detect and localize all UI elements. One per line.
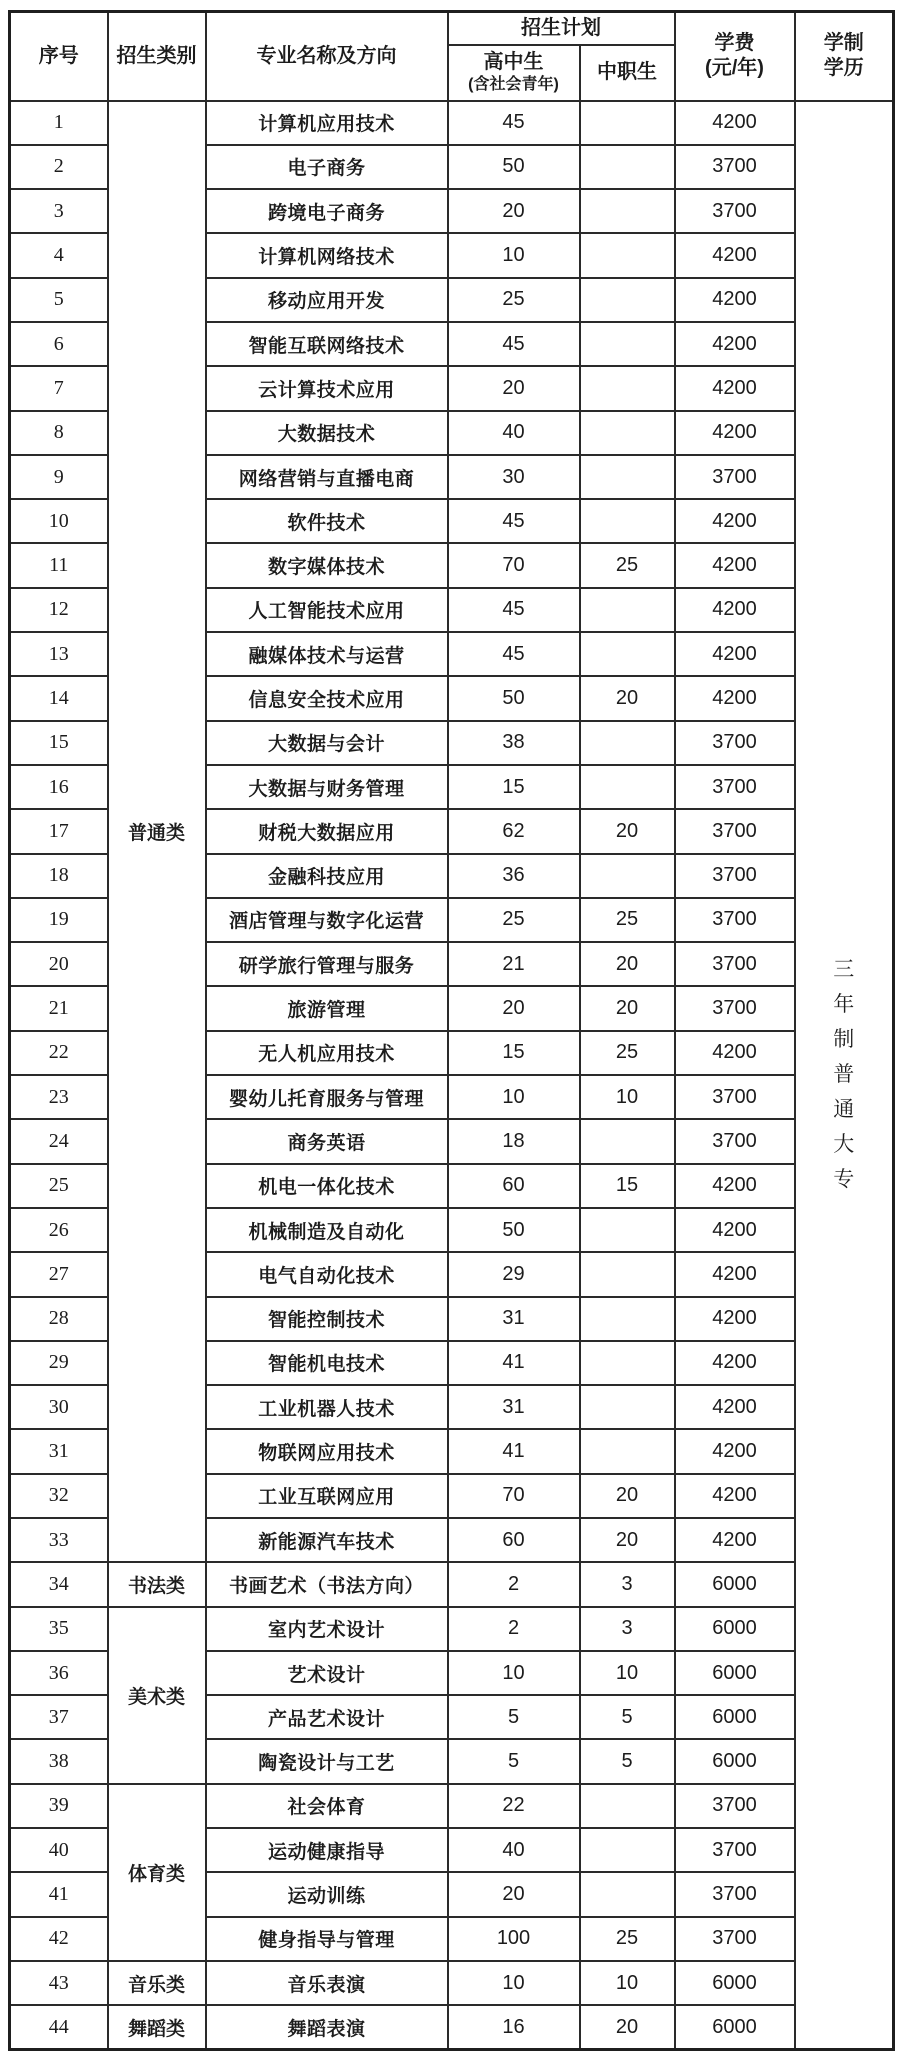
header-degree-line1: 学制 — [823, 32, 864, 55]
plan-vocational — [580, 145, 675, 189]
plan-highschool: 20 — [448, 189, 580, 233]
plan-vocational — [580, 588, 675, 632]
serial-number: 20 — [10, 942, 108, 986]
plan-vocational: 20 — [580, 2005, 675, 2049]
plan-highschool: 5 — [448, 1739, 580, 1783]
major-name: 健身指导与管理 — [206, 1917, 448, 1961]
plan-vocational — [580, 101, 675, 145]
plan-vocational: 20 — [580, 676, 675, 720]
tuition-fee: 4200 — [675, 366, 795, 410]
header-major-name: 专业名称及方向 — [206, 12, 448, 101]
enrollment-category: 美术类 — [108, 1607, 206, 1784]
major-name: 舞蹈表演 — [206, 2005, 448, 2049]
plan-vocational — [580, 233, 675, 277]
major-name: 电气自动化技术 — [206, 1252, 448, 1296]
plan-highschool: 45 — [448, 499, 580, 543]
plan-highschool: 21 — [448, 942, 580, 986]
serial-number: 28 — [10, 1297, 108, 1341]
plan-highschool: 60 — [448, 1518, 580, 1562]
major-name: 大数据与财务管理 — [206, 765, 448, 809]
major-name: 婴幼儿托育服务与管理 — [206, 1075, 448, 1119]
plan-highschool: 25 — [448, 898, 580, 942]
serial-number: 39 — [10, 1784, 108, 1828]
major-name: 人工智能技术应用 — [206, 588, 448, 632]
plan-vocational: 5 — [580, 1695, 675, 1739]
serial-number: 37 — [10, 1695, 108, 1739]
enrollment-category: 舞蹈类 — [108, 2005, 206, 2049]
header-degree — [795, 12, 894, 101]
tuition-fee: 3700 — [675, 986, 795, 1030]
plan-vocational: 10 — [580, 1075, 675, 1119]
serial-number: 22 — [10, 1031, 108, 1075]
plan-vocational: 20 — [580, 809, 675, 853]
plan-vocational — [580, 632, 675, 676]
tuition-fee: 4200 — [675, 1341, 795, 1385]
plan-vocational: 3 — [580, 1562, 675, 1606]
plan-highschool: 50 — [448, 145, 580, 189]
plan-vocational — [580, 455, 675, 499]
tuition-fee: 4200 — [675, 632, 795, 676]
plan-highschool: 45 — [448, 588, 580, 632]
table-row — [10, 1607, 894, 1651]
tuition-fee: 4200 — [675, 233, 795, 277]
major-name: 运动训练 — [206, 1872, 448, 1916]
plan-vocational: 10 — [580, 1961, 675, 2005]
major-name: 计算机网络技术 — [206, 233, 448, 277]
plan-vocational — [580, 189, 675, 233]
tuition-fee: 3700 — [675, 1828, 795, 1872]
plan-vocational: 20 — [580, 1474, 675, 1518]
serial-number: 18 — [10, 854, 108, 898]
plan-vocational — [580, 1208, 675, 1252]
tuition-fee: 4200 — [675, 543, 795, 587]
major-name: 研学旅行管理与服务 — [206, 942, 448, 986]
enrollment-category: 普通类 — [108, 101, 206, 1563]
plan-vocational — [580, 1119, 675, 1163]
serial-number: 25 — [10, 1164, 108, 1208]
tuition-fee: 4200 — [675, 1518, 795, 1562]
serial-number: 16 — [10, 765, 108, 809]
header-plan-highschool-line1: 高中生 — [483, 51, 544, 73]
plan-vocational: 15 — [580, 1164, 675, 1208]
serial-number: 8 — [10, 411, 108, 455]
tuition-fee: 6000 — [675, 1651, 795, 1695]
plan-vocational — [580, 1341, 675, 1385]
plan-highschool: 20 — [448, 986, 580, 1030]
major-name: 融媒体技术与运营 — [206, 632, 448, 676]
tuition-fee: 3700 — [675, 455, 795, 499]
major-name: 智能控制技术 — [206, 1297, 448, 1341]
plan-vocational — [580, 1784, 675, 1828]
serial-number: 14 — [10, 676, 108, 720]
serial-number: 41 — [10, 1872, 108, 1916]
tuition-fee: 4200 — [675, 411, 795, 455]
tuition-fee: 3700 — [675, 1917, 795, 1961]
tuition-fee: 4200 — [675, 278, 795, 322]
major-name: 运动健康指导 — [206, 1828, 448, 1872]
serial-number: 30 — [10, 1385, 108, 1429]
serial-number: 7 — [10, 366, 108, 410]
plan-highschool: 36 — [448, 854, 580, 898]
plan-highschool: 31 — [448, 1385, 580, 1429]
plan-vocational — [580, 411, 675, 455]
header-plan-highschool-line2: (含社会青年) — [468, 76, 559, 93]
major-name: 旅游管理 — [206, 986, 448, 1030]
serial-number: 19 — [10, 898, 108, 942]
major-name: 商务英语 — [206, 1119, 448, 1163]
plan-highschool: 30 — [448, 455, 580, 499]
serial-number: 10 — [10, 499, 108, 543]
tuition-fee: 4200 — [675, 1474, 795, 1518]
plan-highschool: 45 — [448, 322, 580, 366]
tuition-fee: 4200 — [675, 322, 795, 366]
enrollment-category: 音乐类 — [108, 1961, 206, 2005]
plan-highschool: 62 — [448, 809, 580, 853]
plan-vocational: 25 — [580, 1917, 675, 1961]
major-name: 跨境电子商务 — [206, 189, 448, 233]
tuition-fee: 4200 — [675, 1385, 795, 1429]
plan-highschool: 40 — [448, 1828, 580, 1872]
tuition-fee: 4200 — [675, 1031, 795, 1075]
serial-number: 36 — [10, 1651, 108, 1695]
plan-vocational: 20 — [580, 942, 675, 986]
major-name: 音乐表演 — [206, 1961, 448, 2005]
plan-vocational — [580, 1252, 675, 1296]
serial-number: 32 — [10, 1474, 108, 1518]
tuition-fee: 3700 — [675, 189, 795, 233]
plan-highschool: 22 — [448, 1784, 580, 1828]
serial-number: 31 — [10, 1429, 108, 1473]
plan-vocational: 5 — [580, 1739, 675, 1783]
plan-highschool: 10 — [448, 1075, 580, 1119]
tuition-fee: 6000 — [675, 2005, 795, 2049]
serial-number: 40 — [10, 1828, 108, 1872]
major-name: 信息安全技术应用 — [206, 676, 448, 720]
tuition-fee: 3700 — [675, 1872, 795, 1916]
serial-number: 26 — [10, 1208, 108, 1252]
serial-number: 3 — [10, 189, 108, 233]
plan-vocational: 10 — [580, 1651, 675, 1695]
plan-highschool: 18 — [448, 1119, 580, 1163]
major-name: 计算机应用技术 — [206, 101, 448, 145]
plan-vocational: 20 — [580, 986, 675, 1030]
plan-vocational: 3 — [580, 1607, 675, 1651]
tuition-fee: 4200 — [675, 1252, 795, 1296]
tuition-fee: 3700 — [675, 942, 795, 986]
major-name: 智能互联网络技术 — [206, 322, 448, 366]
plan-highschool: 16 — [448, 2005, 580, 2049]
table-row — [10, 1961, 894, 2005]
serial-number: 15 — [10, 721, 108, 765]
header-enrollment-plan: 招生计划 — [448, 12, 675, 45]
plan-highschool: 10 — [448, 233, 580, 277]
tuition-fee: 6000 — [675, 1739, 795, 1783]
admissions-plan-table — [8, 10, 895, 2051]
plan-vocational — [580, 278, 675, 322]
plan-highschool: 10 — [448, 1651, 580, 1695]
plan-highschool: 38 — [448, 721, 580, 765]
plan-highschool: 45 — [448, 101, 580, 145]
table-header — [10, 12, 894, 101]
tuition-fee: 4200 — [675, 1429, 795, 1473]
major-name: 移动应用开发 — [206, 278, 448, 322]
plan-vocational — [580, 499, 675, 543]
header-serial-number: 序号 — [10, 12, 108, 101]
header-enrollment-category: 招生类别 — [108, 12, 206, 101]
tuition-fee: 4200 — [675, 1208, 795, 1252]
tuition-fee: 3700 — [675, 721, 795, 765]
header-plan-vocational: 中职生 — [580, 45, 675, 101]
plan-vocational — [580, 1828, 675, 1872]
serial-number: 33 — [10, 1518, 108, 1562]
major-name: 艺术设计 — [206, 1651, 448, 1695]
tuition-fee: 4200 — [675, 1164, 795, 1208]
tuition-fee: 4200 — [675, 1297, 795, 1341]
plan-vocational — [580, 1872, 675, 1916]
serial-number: 9 — [10, 455, 108, 499]
plan-vocational — [580, 854, 675, 898]
plan-highschool: 2 — [448, 1562, 580, 1606]
plan-vocational — [580, 765, 675, 809]
tuition-fee: 3700 — [675, 1075, 795, 1119]
tuition-fee: 3700 — [675, 854, 795, 898]
tuition-fee: 4200 — [675, 499, 795, 543]
major-name: 机电一体化技术 — [206, 1164, 448, 1208]
plan-highschool: 40 — [448, 411, 580, 455]
serial-number: 38 — [10, 1739, 108, 1783]
serial-number: 4 — [10, 233, 108, 277]
plan-highschool: 70 — [448, 1474, 580, 1518]
plan-vocational — [580, 366, 675, 410]
plan-vocational: 20 — [580, 1518, 675, 1562]
serial-number: 34 — [10, 1562, 108, 1606]
tuition-fee: 3700 — [675, 1119, 795, 1163]
major-name: 大数据技术 — [206, 411, 448, 455]
plan-highschool: 20 — [448, 1872, 580, 1916]
serial-number: 24 — [10, 1119, 108, 1163]
tuition-fee: 6000 — [675, 1607, 795, 1651]
plan-highschool: 15 — [448, 1031, 580, 1075]
plan-vocational: 25 — [580, 898, 675, 942]
major-name: 工业互联网应用 — [206, 1474, 448, 1518]
tuition-fee: 6000 — [675, 1695, 795, 1739]
serial-number: 6 — [10, 322, 108, 366]
serial-number: 2 — [10, 145, 108, 189]
plan-highschool: 15 — [448, 765, 580, 809]
plan-vocational — [580, 1429, 675, 1473]
serial-number: 1 — [10, 101, 108, 145]
serial-number: 35 — [10, 1607, 108, 1651]
header-tuition — [675, 12, 795, 101]
serial-number: 43 — [10, 1961, 108, 2005]
major-name: 书画艺术（书法方向） — [206, 1562, 448, 1606]
plan-highschool: 20 — [448, 366, 580, 410]
plan-highschool: 31 — [448, 1297, 580, 1341]
serial-number: 21 — [10, 986, 108, 1030]
plan-vocational — [580, 322, 675, 366]
serial-number: 44 — [10, 2005, 108, 2049]
plan-vocational: 25 — [580, 543, 675, 587]
tuition-fee: 6000 — [675, 1562, 795, 1606]
plan-highschool: 2 — [448, 1607, 580, 1651]
degree-vertical-text: 三 年 制 普 通 大 专 — [833, 958, 855, 1192]
major-name: 无人机应用技术 — [206, 1031, 448, 1075]
serial-number: 5 — [10, 278, 108, 322]
major-name: 社会体育 — [206, 1784, 448, 1828]
plan-highschool: 50 — [448, 1208, 580, 1252]
major-name: 数字媒体技术 — [206, 543, 448, 587]
table-row — [10, 2005, 894, 2049]
plan-vocational — [580, 721, 675, 765]
plan-highschool: 5 — [448, 1695, 580, 1739]
table-row — [10, 101, 894, 145]
tuition-fee: 4200 — [675, 676, 795, 720]
major-name: 网络营销与直播电商 — [206, 455, 448, 499]
major-name: 陶瓷设计与工艺 — [206, 1739, 448, 1783]
serial-number: 23 — [10, 1075, 108, 1119]
serial-number: 17 — [10, 809, 108, 853]
serial-number: 13 — [10, 632, 108, 676]
degree-merged-cell — [795, 101, 894, 2050]
tuition-fee: 3700 — [675, 145, 795, 189]
serial-number: 42 — [10, 1917, 108, 1961]
plan-highschool: 100 — [448, 1917, 580, 1961]
major-name: 产品艺术设计 — [206, 1695, 448, 1739]
table-body — [10, 101, 894, 2050]
major-name: 酒店管理与数字化运营 — [206, 898, 448, 942]
major-name: 财税大数据应用 — [206, 809, 448, 853]
tuition-fee: 3700 — [675, 809, 795, 853]
plan-vocational — [580, 1297, 675, 1341]
major-name: 智能机电技术 — [206, 1341, 448, 1385]
enrollment-category: 体育类 — [108, 1784, 206, 1961]
major-name: 机械制造及自动化 — [206, 1208, 448, 1252]
table-row — [10, 1784, 894, 1828]
tuition-fee: 4200 — [675, 588, 795, 632]
plan-highschool: 60 — [448, 1164, 580, 1208]
serial-number: 27 — [10, 1252, 108, 1296]
table-row — [10, 1562, 894, 1606]
major-name: 云计算技术应用 — [206, 366, 448, 410]
serial-number: 12 — [10, 588, 108, 632]
header-plan-highschool — [448, 45, 580, 101]
serial-number: 11 — [10, 543, 108, 587]
plan-highschool: 41 — [448, 1429, 580, 1473]
plan-highschool: 45 — [448, 632, 580, 676]
major-name: 电子商务 — [206, 145, 448, 189]
major-name: 大数据与会计 — [206, 721, 448, 765]
header-tuition-line2: (元/年) — [705, 57, 764, 80]
plan-highschool: 25 — [448, 278, 580, 322]
serial-number: 29 — [10, 1341, 108, 1385]
major-name: 新能源汽车技术 — [206, 1518, 448, 1562]
plan-highschool: 50 — [448, 676, 580, 720]
header-degree-line2: 学历 — [823, 57, 864, 80]
tuition-fee: 3700 — [675, 1784, 795, 1828]
major-name: 室内艺术设计 — [206, 1607, 448, 1651]
plan-highschool: 70 — [448, 543, 580, 587]
tuition-fee: 3700 — [675, 898, 795, 942]
plan-vocational: 25 — [580, 1031, 675, 1075]
major-name: 金融科技应用 — [206, 854, 448, 898]
enrollment-category: 书法类 — [108, 1562, 206, 1606]
tuition-fee: 3700 — [675, 765, 795, 809]
major-name: 软件技术 — [206, 499, 448, 543]
plan-highschool: 29 — [448, 1252, 580, 1296]
tuition-fee: 4200 — [675, 101, 795, 145]
plan-vocational — [580, 1385, 675, 1429]
plan-highschool: 41 — [448, 1341, 580, 1385]
plan-highschool: 10 — [448, 1961, 580, 2005]
major-name: 物联网应用技术 — [206, 1429, 448, 1473]
tuition-fee: 6000 — [675, 1961, 795, 2005]
major-name: 工业机器人技术 — [206, 1385, 448, 1429]
header-tuition-line1: 学费 — [714, 32, 755, 55]
